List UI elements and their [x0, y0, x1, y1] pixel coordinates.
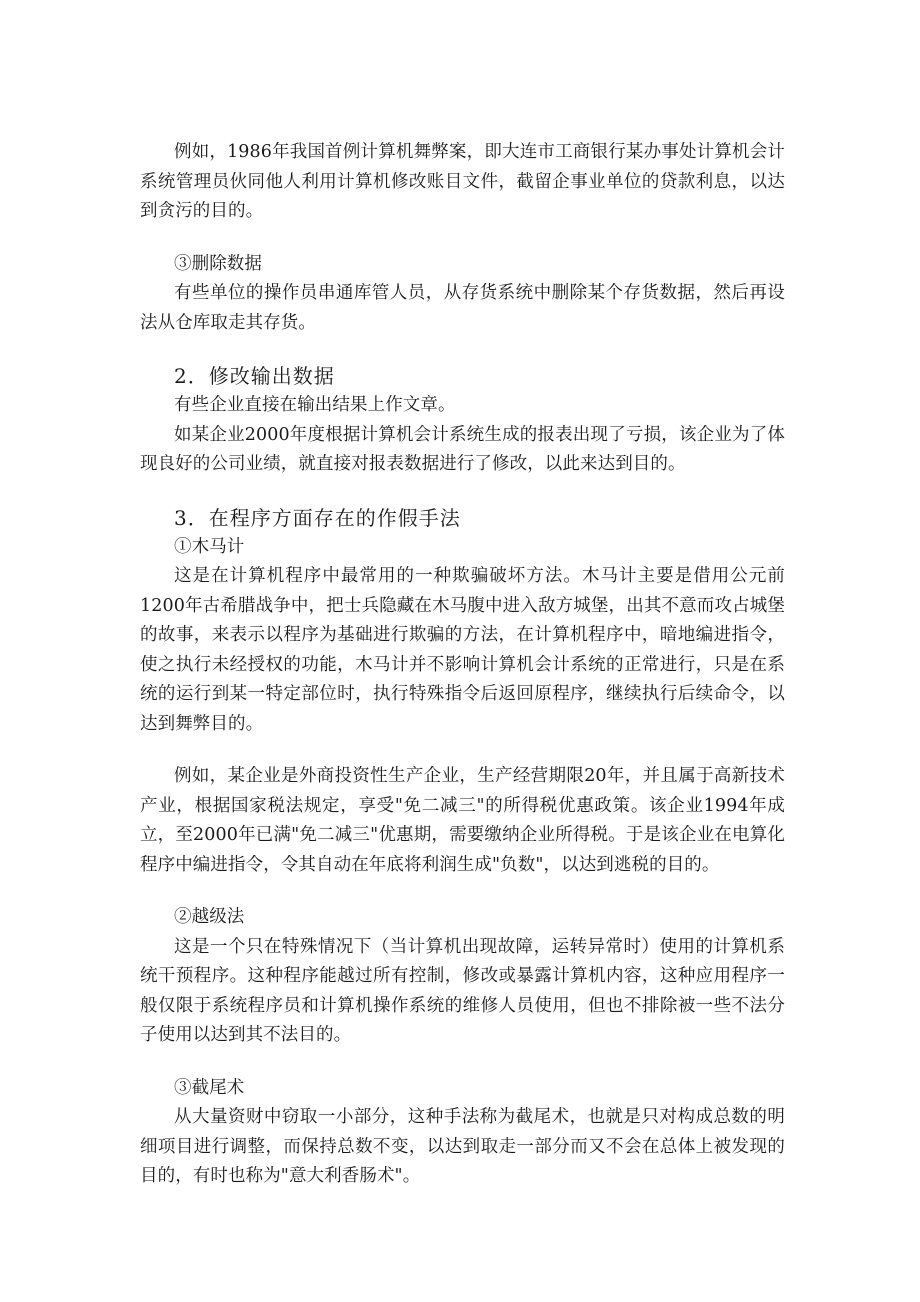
subheading-salami: ③截尾术 [174, 1077, 245, 1098]
paragraph-gap [140, 338, 785, 361]
subheading-bypass: ②越级法 [174, 907, 245, 927]
subheading-delete-data: ③删除数据 [174, 253, 262, 274]
heading-modify-output: 2．修改输出数据 [174, 364, 335, 388]
paragraph-gap [140, 1051, 785, 1074]
paragraph-bypass: 这是一个只在特殊情况下（当计算机出现故障，运转异常时）使用的计算机系统干预程序。这种程序能越过所有控制，修改或暴露计算机内容，这种应用程序一般仅限于系统程序员和计算机操作系统的维修人员使用，但也不排除被一些不法分子使用以达到其不法目的。 [140, 936, 785, 1045]
paragraph-gap [140, 739, 785, 762]
paragraph-trojan: 这是在计算机程序中最常用的一种欺骗破坏方法。木马计主要是借用公元前1200年古希腊战争中，把士兵隐藏在木马腹中进入敌方城堡，出其不意而攻占城堡的故事，来表示以程序为基础进行欺骗的方法，在计算机程序中，暗地编进指令，使之执行未经授权的功能，木马计并不影响计算机会计系统的正常进行，只是在系统的运行到某一特定部位时，执行特殊指令后返回原程序，继续执行后续命令，以达到舞弊目的。 [140, 566, 785, 734]
heading-program-fraud: 3．在程序方面存在的作假手法 [174, 505, 461, 530]
document-body [140, 138, 785, 1192]
paragraph-salami: 从大量资财中窃取一小部分，这种手法称为截尾术，也就是只对构成总数的明细项目进行调整，而保持总数不变，以达到取走一部分而又不会在总体上被发现的目的，有时也称为"意大利香肠术"。 [140, 1107, 785, 1186]
paragraph-gap [140, 480, 785, 503]
paragraph-gap [140, 227, 785, 250]
paragraph-delete-data: 有些单位的操作员串通库管人员，从存货系统中删除某个存货数据，然后再设法从仓库取走其存货。 [140, 283, 785, 333]
paragraph-modify-output-example: 如某企业2000年度根据计算机会计系统生成的报表出现了亏损，该企业为了体现良好的公司业绩，就直接对报表数据进行了修改，以此来达到目的。 [140, 424, 785, 474]
subheading-trojan: ①木马计 [174, 536, 245, 557]
paragraph-example-dalian: 例如，1986年我国首例计算机舞弊案，即大连市工商银行某办事处计算机会计系统管理员伙同他人利用计算机修改账目文件，截留企事业单位的贷款利息，以达到贪污的目的。 [140, 142, 785, 221]
paragraph-trojan-example: 例如，某企业是外商投资性生产企业，生产经营期限20年，并且属于高新技术产业，根据国家税法规定，享受"免二减三"的所得税优惠政策。该企业1994年成立，至2000年已满"免二减三"优惠期，需要缴纳企业所得税。于是该企业在电算化程序中编进指令，令其自动在年底将利润生成"负数"，以达到逃税的目的。 [140, 766, 785, 875]
paragraph-modify-output-intro: 有些企业直接在输出结果上作文章。 [174, 395, 456, 415]
paragraph-gap [140, 880, 785, 903]
